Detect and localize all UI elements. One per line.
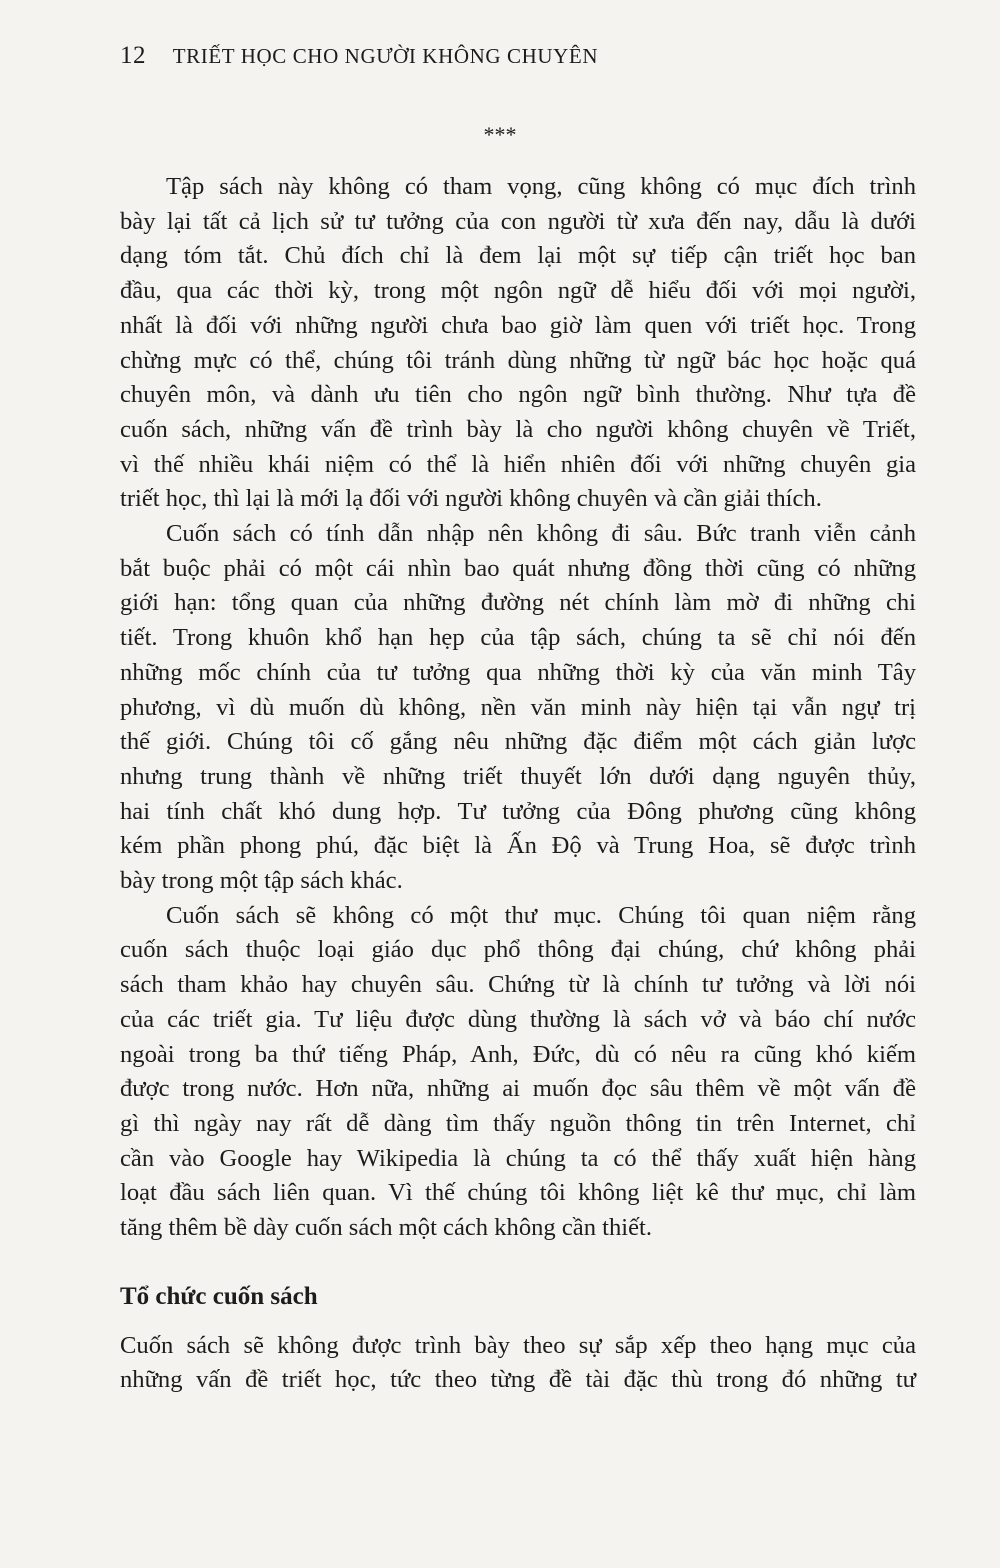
text-line: cuốn sách, những vấn đề trình bày là cho người không chuyên về Triết, bbox=[120, 415, 916, 443]
text-line: tiết. Trong khuôn khổ hạn hẹp của tập sách, chúng ta sẽ chỉ nói đến bbox=[120, 624, 916, 652]
text-line: kém phần phong phú, đặc biệt là Ấn Độ và Trung Hoa, sẽ được trình bbox=[120, 832, 916, 860]
text-line: được trong nước. Hơn nữa, những ai muốn đọc sâu thêm về một vấn đề bbox=[120, 1075, 916, 1103]
text-line: thế giới. Chúng tôi cố gắng nêu những đặc điểm một cách giản lược bbox=[120, 728, 916, 756]
text-line: Cuốn sách sẽ không có một thư mục. Chúng tôi quan niệm rằng bbox=[166, 901, 916, 929]
text-line: Tập sách này không có tham vọng, cũng không có mục đích trình bbox=[166, 173, 916, 200]
running-head bbox=[120, 42, 598, 70]
paragraph-1 bbox=[120, 170, 916, 517]
text-line: vì thế nhiều khái niệm có thể là hiển nhiên đối với những chuyên gia bbox=[120, 450, 916, 478]
section-heading: Tổ chức cuốn sách bbox=[120, 1282, 318, 1310]
text-line: dạng tóm tắt. Chủ đích chỉ là đem lại một sự tiếp cận triết học ban bbox=[120, 242, 916, 270]
text-line: cần vào Google hay Wikipedia là chúng ta có thể thấy xuất hiện hàng bbox=[120, 1144, 916, 1172]
text-line: bắt buộc phải có một cái nhìn bao quát nhưng đồng thời cũng có những bbox=[120, 554, 916, 582]
section-ornament: *** bbox=[483, 122, 517, 147]
text-line: ngoài trong ba thứ tiếng Pháp, Anh, Đức, dù có nêu ra cũng khó kiếm bbox=[120, 1040, 916, 1068]
text-line: nhất là đối với những người chưa bao giờ làm quen với triết học. Trong bbox=[120, 311, 916, 339]
text-line: chừng mực có thể, chúng tôi tránh dùng những từ ngữ bác học hoặc quá bbox=[120, 346, 916, 374]
text-line: những mốc chính của tư tưởng qua những thời kỳ của văn minh Tây bbox=[120, 658, 916, 686]
body-text bbox=[120, 170, 916, 1398]
text-line: giới hạn: tổng quan của những đường nét chính làm mờ đi những chi bbox=[120, 589, 916, 617]
text-line: bày trong một tập sách khác. bbox=[120, 867, 403, 895]
text-line: cuốn sách thuộc loại giáo dục phổ thông đại chúng, chứ không phải bbox=[120, 936, 916, 964]
text-line: bày lại tất cả lịch sử tư tưởng của con người từ xưa đến nay, dẫu là dưới bbox=[120, 207, 916, 235]
paragraph-2 bbox=[120, 517, 916, 899]
text-line: chuyên môn, và dành ưu tiên cho ngôn ngữ bình thường. Như tựa đề bbox=[120, 381, 916, 409]
text-line: loạt đầu sách liên quan. Vì thế chúng tôi không liệt kê thư mục, chỉ làm bbox=[120, 1179, 916, 1207]
book-title: TRIẾT HỌC CHO NGƯỜI KHÔNG CHUYÊN bbox=[172, 44, 599, 68]
text-line: tăng thêm bề dày cuốn sách một cách không cần thiết. bbox=[120, 1214, 653, 1242]
paragraph-3 bbox=[120, 899, 916, 1246]
text-line: hai tính chất khó dung hợp. Tư tưởng của Đông phương cũng không bbox=[120, 797, 916, 825]
text-line: của các triết gia. Tư liệu được dùng thường là sách vở và báo chí nước bbox=[120, 1005, 916, 1033]
page-number: 12 bbox=[120, 42, 146, 69]
text-line: sách tham khảo hay chuyên sâu. Chứng từ là chính tư tưởng và lời nói bbox=[120, 971, 916, 999]
section-paragraph bbox=[120, 1329, 916, 1398]
text-line: đầu, qua các thời kỳ, trong một ngôn ngữ dễ hiểu đối với mọi người, bbox=[120, 277, 916, 305]
text-line: phương, vì dù muốn dù không, nền văn minh này hiện tại vẫn ngự trị bbox=[120, 693, 916, 721]
text-line: triết học, thì lại là mới lạ đối với người không chuyên và cần giải thích. bbox=[120, 485, 822, 513]
text-line: gì thì ngày nay rất dễ dàng tìm thấy nguồn thông tin trên Internet, chỉ bbox=[120, 1109, 916, 1137]
text-line: Cuốn sách sẽ không được trình bày theo sự sắp xếp theo hạng mục của bbox=[120, 1331, 916, 1359]
text-line: những vấn đề triết học, tức theo từng đề tài đặc thù trong đó những tư bbox=[120, 1366, 916, 1394]
text-line: nhưng trung thành về những triết thuyết lớn dưới dạng nguyên thủy, bbox=[120, 762, 916, 790]
text-line: Cuốn sách có tính dẫn nhập nên không đi sâu. Bức tranh viễn cảnh bbox=[166, 520, 916, 548]
